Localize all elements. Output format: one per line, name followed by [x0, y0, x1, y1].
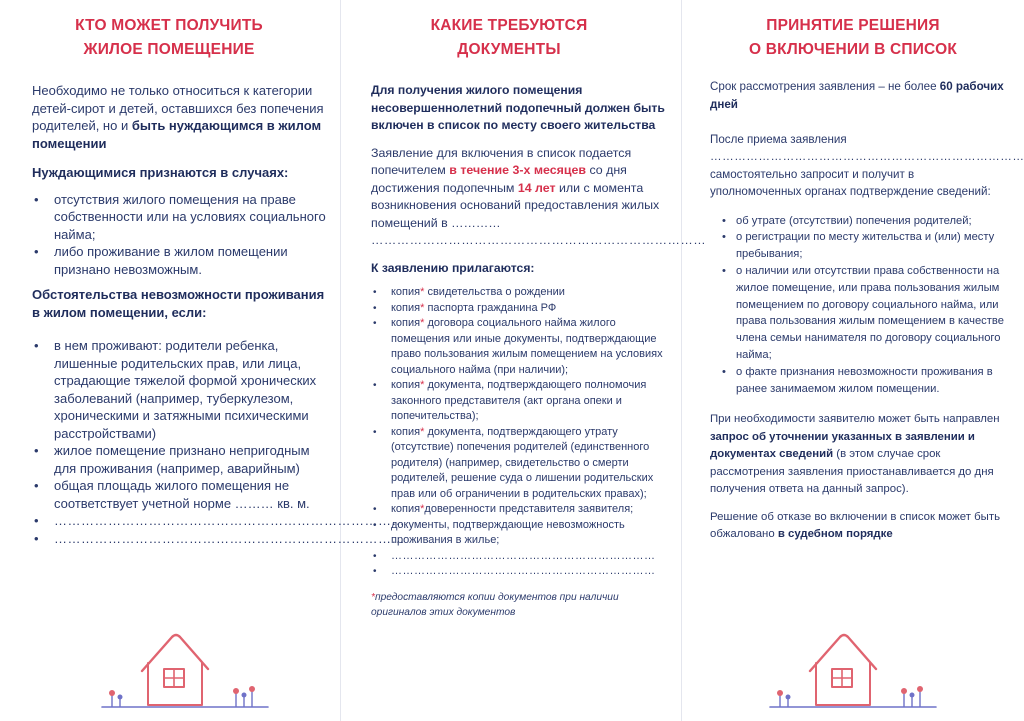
needs-list — [32, 191, 326, 279]
house-illustration — [768, 623, 938, 713]
circumstances-list — [32, 337, 405, 547]
clarify-text: При необходимости заявителю может быть направлен запрос об уточнении указанных в заявлении и документах сведений (в этом случае срок рассмотрения заявления приостанавливается до дня получения ответа на данный запрос). — [710, 413, 1000, 496]
list-item: • об утрате (отсутствии) попечения родителей; — [710, 213, 1004, 230]
intro-text: Необходимо не только относиться к категории детей-сирот и детей, оставшихся без попечения родителей, но и быть нуждающимся в жилом помещении — [32, 83, 324, 151]
panel-documents — [341, 0, 707, 721]
list-item: • …………………………………………………………… — [371, 564, 667, 580]
list-item: • копия* документа, подтверждающего полномочия законного представителя (акт органа опеки и попечительства); — [371, 378, 667, 425]
deadline-dots: …………………………………………………………………… — [371, 233, 707, 247]
needs-heading: Нуждающимися признаются в случаях: — [32, 165, 289, 180]
list-item: • …………………………………………………………………… — [32, 512, 326, 530]
after-receipt: После приема заявления — [710, 133, 847, 146]
info-list — [710, 213, 1004, 398]
list-item: • …………………………………………………………… — [371, 549, 667, 565]
list-item: • о наличии или отсутствии права собственности на жилое помещение, или права пользования жилым помещением по договору социального найма, или права пользования жилым помещением в качестве члена семьи нанимателя по договору социального найма; — [710, 263, 1004, 364]
request-text: самостоятельно запросит и получит в уполномоченных органах подтверждение сведений: — [710, 167, 991, 199]
panel1-title: КТО МОЖЕТ ПОЛУЧИТЬ ЖИЛОЕ ПОМЕЩЕНИЕ — [75, 17, 263, 58]
list-item: • …………………………………………………………………… — [32, 530, 326, 548]
list-item: • либо проживание в жилом помещении признано невозможным. — [32, 243, 326, 278]
panel-decision — [682, 0, 1024, 721]
list-item: • копия* документа, подтверждающего утрату (отсутствие) попечения родителей (единственного родителя) (например, свидетельство о смерти родителей, решение суда о лишении родительских прав или об ограничении в родительских правах); — [371, 425, 667, 503]
circumstances-heading: Обстоятельства невозможности проживания в жилом помещении, если: — [32, 287, 325, 320]
list-item: • копия* свидетельства о рождении — [371, 285, 667, 301]
list-item: • копия* договора социального найма жилого помещения или иные документы, подтверждающие право пользования жилым помещением на условиях социального найма (при наличии); — [371, 316, 667, 378]
after-receipt-dots: …………………………………………………………………… — [710, 149, 1024, 163]
list-item: • в нем проживают: родители ребенка, лишенные родительских прав, или лица, страдающие тяжелой формой хронических заболеваний (например, туберкулезом, хроническими и затяжными психическими расстройствами) — [32, 337, 326, 442]
list-item: • о регистрации по месту жительства и (или) месту пребывания; — [710, 229, 1004, 263]
house-illustration — [100, 623, 270, 713]
panel-who-can-get — [0, 0, 405, 721]
appeal-text: Решение об отказе во включении в список может быть обжаловано в судебном порядке — [710, 510, 1000, 541]
list-item: • общая площадь жилого помещения не соответствует учетной норме ……… кв. м. — [32, 477, 326, 512]
panel3-title: ПРИНЯТИЕ РЕШЕНИЯ О ВКЛЮЧЕНИИ В СПИСОК — [749, 17, 957, 58]
list-item: • жилое помещение признано непригодным для проживания (например, аварийным) — [32, 442, 326, 477]
attachments-heading: К заявлению прилагаются: — [371, 260, 535, 275]
list-item: • отсутствия жилого помещения на праве собственности или на условиях социального найма; — [32, 191, 326, 244]
list-item: • документы, подтверждающие невозможность проживания в жилье; — [371, 518, 667, 549]
footnote: *предоставляются копии документов при наличии оригиналов этих документов — [371, 591, 619, 618]
list-item: • о факте признания невозможности проживания в ранее занимаемом жилом помещении. — [710, 364, 1004, 398]
deadline-text: Заявление для включения в список подается попечителем в течение 3-х месяцев со дня достижения подопечным 14 лет или с момента возникновения оснований предоставления жилых помещений в ………… — [371, 145, 660, 230]
lead-text: Для получения жилого помещения несовершеннолетний подопечный должен быть включен в список по месту своего жительства — [371, 83, 665, 132]
panel2-title: КАКИЕ ТРЕБУЮТСЯ ДОКУМЕНТЫ — [430, 17, 588, 58]
attachments-list — [371, 285, 667, 580]
list-item: • копия* паспорта гражданина РФ — [371, 301, 667, 317]
review-term: Срок рассмотрения заявления – не более 60 рабочих дней — [710, 80, 1004, 111]
list-item: • копия*доверенности представителя заявителя; — [371, 502, 667, 518]
